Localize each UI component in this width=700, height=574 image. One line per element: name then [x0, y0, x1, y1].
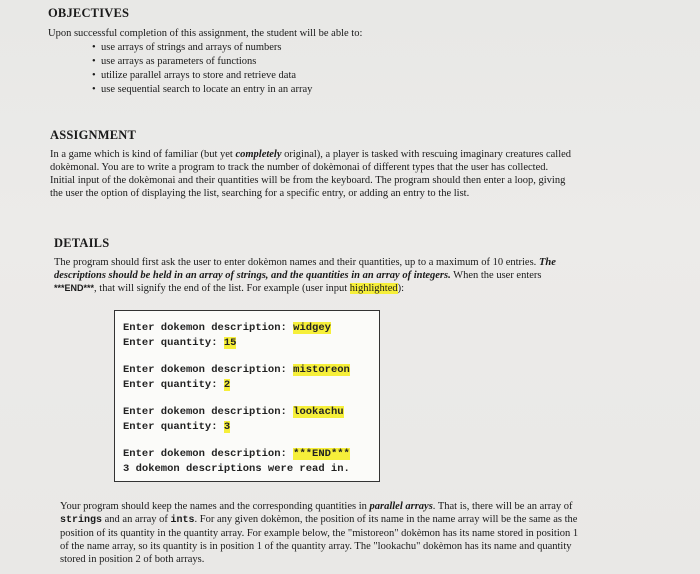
- details-line-1: [54, 256, 694, 269]
- console-line: [123, 405, 344, 420]
- text-span: . That is, there will be an array of: [432, 501, 573, 512]
- console-line: [123, 336, 236, 351]
- objectives-heading: OBJECTIVES: [48, 6, 130, 20]
- prompt-text: Enter quantity:: [123, 337, 224, 349]
- emphasis-parallel-arrays: parallel arrays: [369, 501, 433, 512]
- assignment-line-4: the user the option of displaying the list, searching for a specific entry, or adding an entry to the list.: [50, 188, 470, 199]
- user-input: 15: [223, 337, 237, 349]
- user-input: mistoreon: [293, 364, 350, 376]
- details-paragraph: [54, 256, 694, 295]
- console-line: [123, 363, 350, 378]
- text-span: Your program should keep the names and the corresponding quantities in: [60, 501, 370, 512]
- parallel-line-4: of the name array, so its quantity is in position 1 of the quantity array. The "lookachu" dokèmon has its name and quantity: [60, 541, 572, 552]
- emphasis-the: The: [538, 257, 556, 268]
- text-span: . For any given dokèmon, the position of its name in the name array will be the same as the: [194, 514, 578, 525]
- text-span: When the user enters: [450, 270, 542, 281]
- prompt-text: Enter dokemon description:: [123, 406, 294, 418]
- parallel-line-5: stored in position 2 of both arrays.: [60, 554, 205, 565]
- details-line-3: [54, 282, 694, 295]
- code-ints: ints: [170, 515, 195, 526]
- prompt-text: Enter dokemon description:: [123, 448, 294, 460]
- console-line: [123, 447, 350, 462]
- console-summary-line: 3 dokemon descriptions were read in.: [123, 463, 350, 475]
- objectives-intro: Upon successful completion of this assignment, the student will be able to:: [48, 28, 363, 39]
- console-line: [123, 321, 331, 336]
- list-item: • use arrays as parameters of functions: [92, 55, 312, 69]
- prompt-text: Enter dokemon description:: [123, 364, 294, 376]
- parallel-paragraph: [60, 500, 694, 566]
- prompt-text: Enter dokemon description:: [123, 322, 294, 334]
- parallel-line-2: [60, 513, 694, 527]
- parallel-line-3: position of its quantity in the quantity array. For example below, the "mistoreon" dokèmon has its name stored in position 1: [60, 528, 579, 539]
- text-span: , that will signify the end of the list. For example (user input: [94, 283, 350, 294]
- emphasis-descriptions: descriptions should be held in an array of strings, and the quantities in an array of integers.: [54, 270, 451, 281]
- text-span: original), a player is tasked with rescuing imaginary creatures called: [281, 149, 572, 160]
- list-item: • utilize parallel arrays to store and retrieve data: [92, 69, 312, 83]
- text-span: The program should first ask the user to enter dokèmon names and their quantities, up to a maximum of 10 entries.: [54, 257, 539, 268]
- user-input: 2: [223, 379, 231, 391]
- prompt-text: Enter quantity:: [123, 379, 224, 391]
- list-item: • use sequential search to locate an entry in an array: [92, 83, 312, 97]
- details-line-2: [54, 269, 694, 282]
- highlighted-word: highlighted: [349, 283, 398, 294]
- list-item: • use arrays of strings and arrays of numbers: [92, 41, 312, 55]
- user-input: ***END***: [293, 448, 350, 460]
- parallel-line-1: [60, 500, 694, 513]
- text-span: In a game which is kind of familiar (but yet: [50, 149, 236, 160]
- example-console-box: [114, 310, 380, 482]
- console-line: [123, 378, 230, 393]
- details-heading: DETAILS: [54, 236, 110, 250]
- assignment-heading: ASSIGNMENT: [50, 128, 137, 142]
- objectives-list: [92, 41, 312, 97]
- end-marker: ***END***: [54, 283, 95, 293]
- console-line: [123, 420, 230, 435]
- text-span: ):: [397, 283, 405, 294]
- assignment-line-1: [50, 148, 690, 161]
- user-input: lookachu: [293, 406, 344, 418]
- prompt-text: Enter quantity:: [123, 421, 224, 433]
- user-input: 3: [223, 421, 231, 433]
- assignment-line-2: dokèmonal. You are to write a program to track the number of dokèmonai of different types that the user has collected.: [50, 162, 549, 173]
- assignment-line-3: Initial input of the dokèmonai and their quantities will be from the keyboard. The program should then enter a loop, giving: [50, 175, 566, 186]
- user-input: widgey: [293, 322, 331, 334]
- emphasis-completely: completely: [235, 149, 282, 160]
- text-span: and an array of: [102, 514, 171, 525]
- assignment-paragraph: [50, 148, 690, 200]
- code-strings: strings: [60, 515, 103, 526]
